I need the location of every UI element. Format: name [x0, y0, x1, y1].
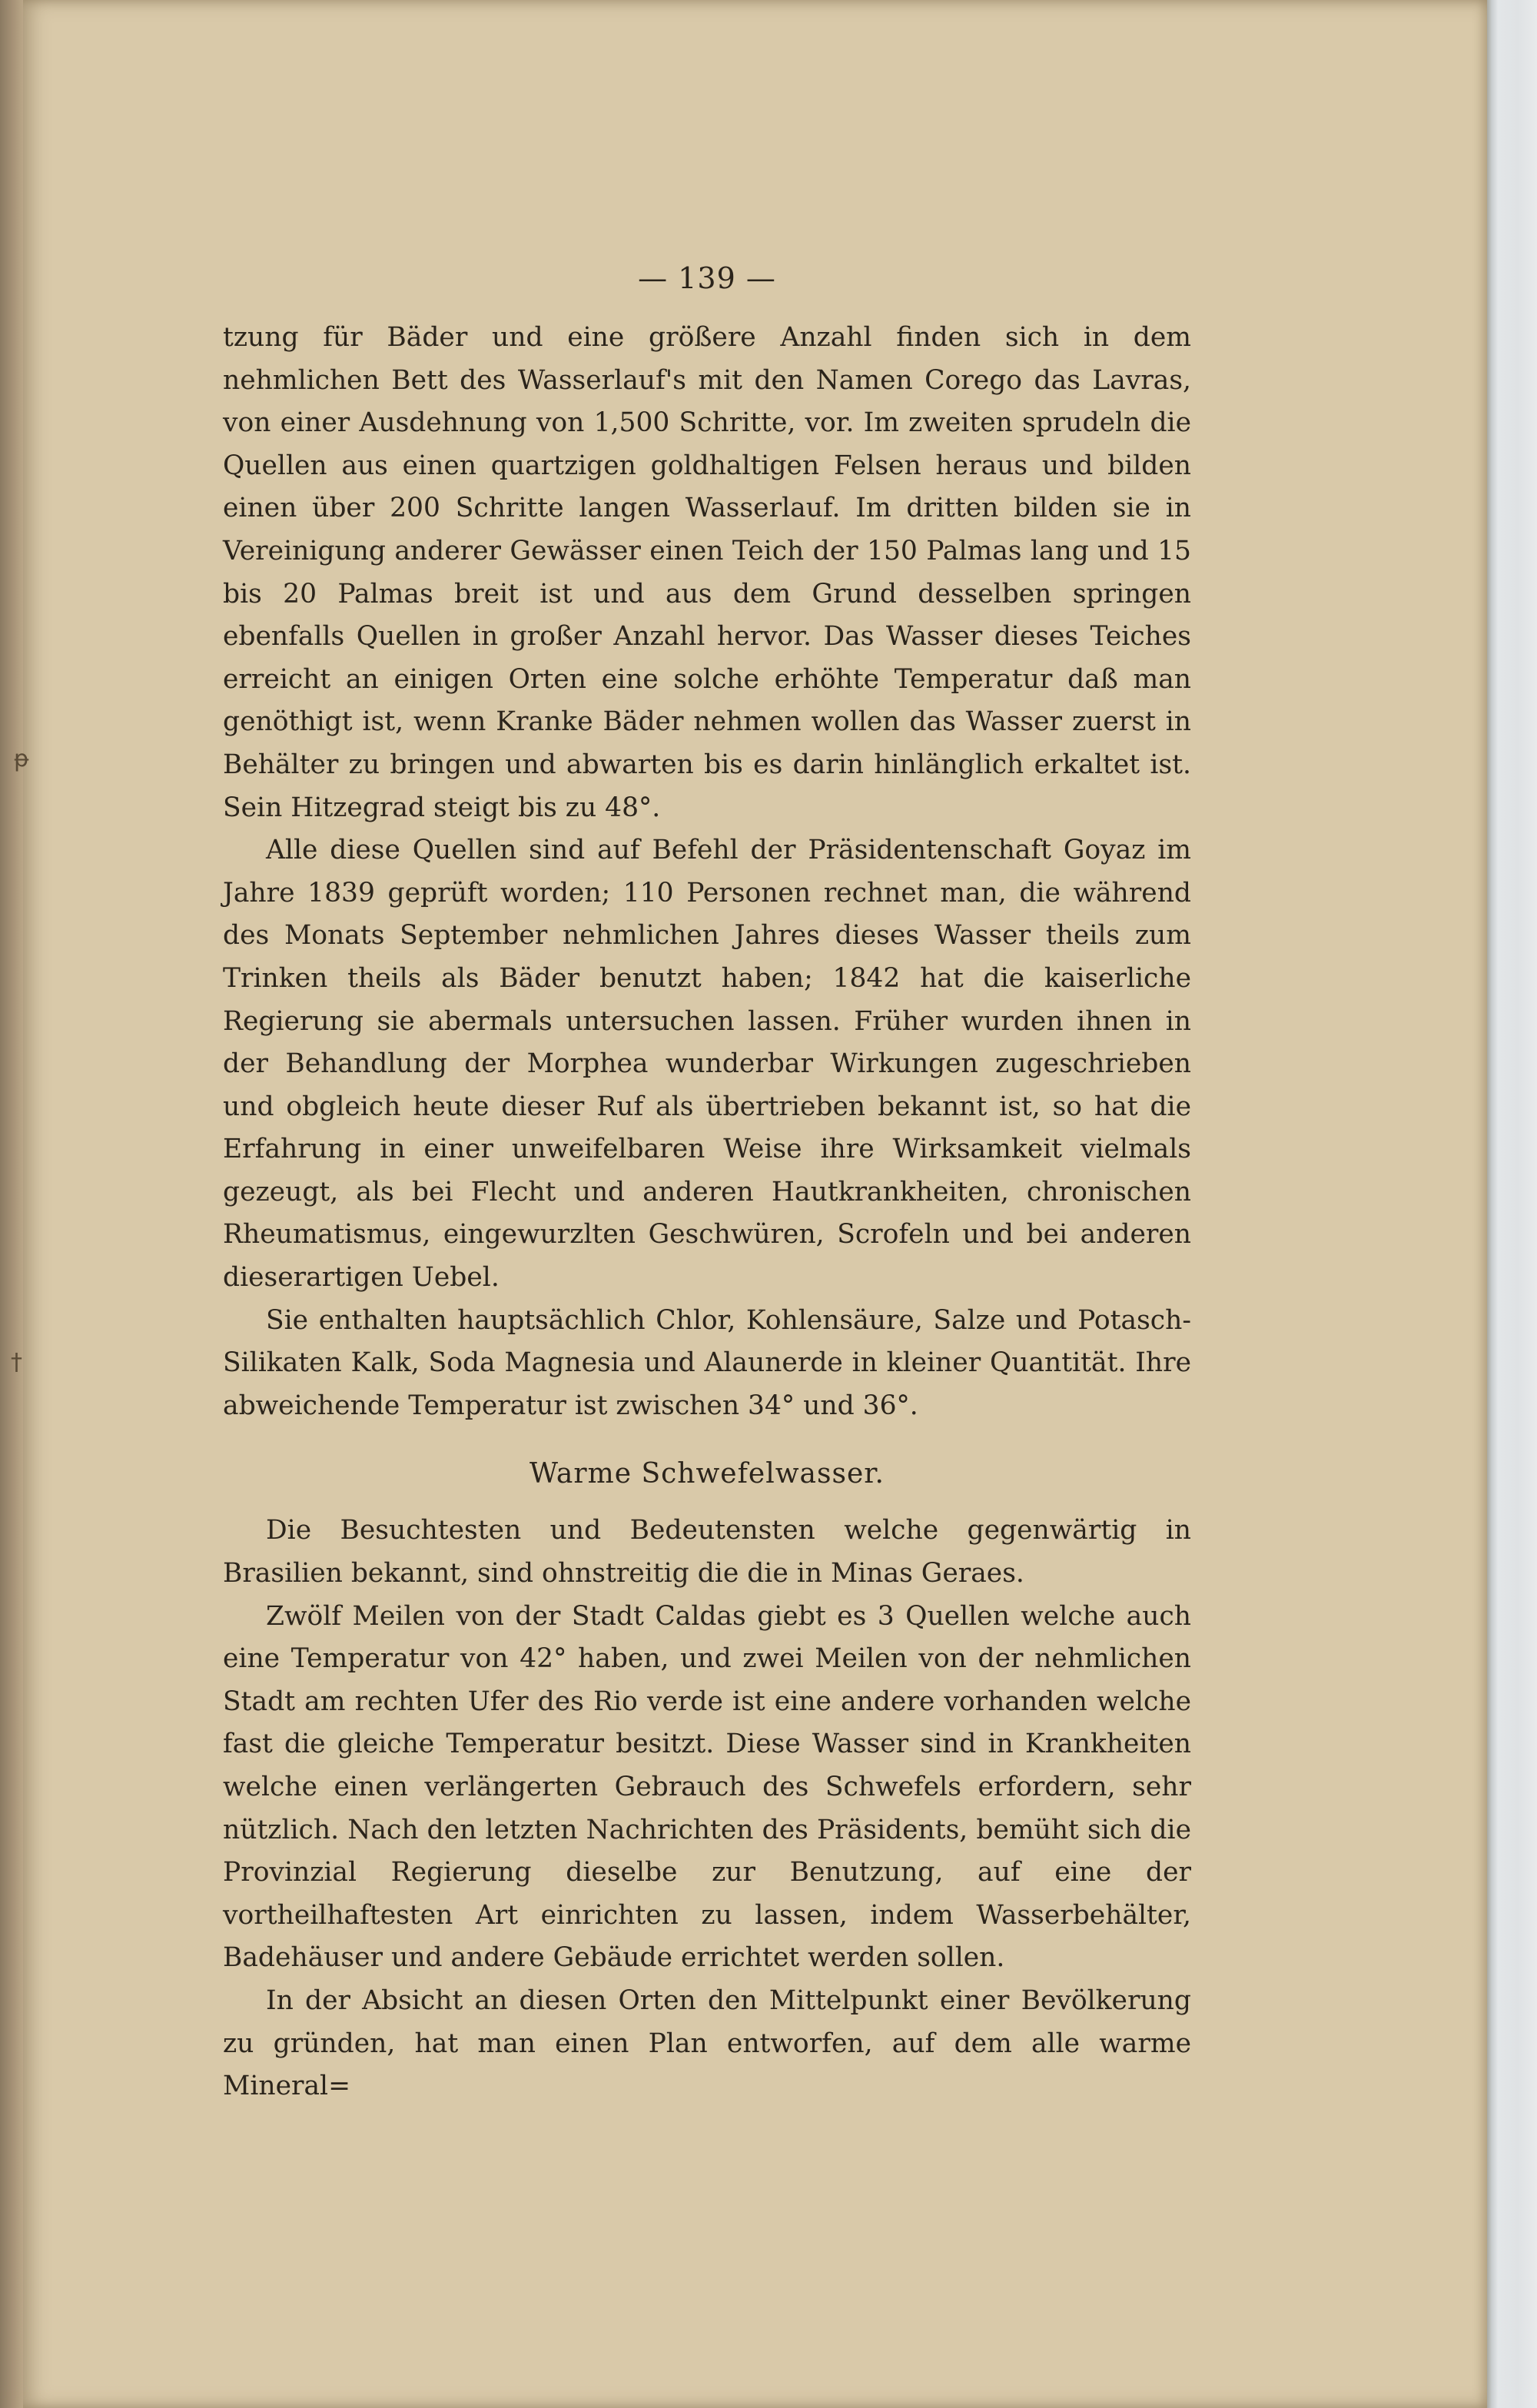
paragraph-1: tzung für Bäder und eine größere Anzahl finden sich in dem nehmlichen Bett des Wasserlauf's mit den Namen Corego das Lavras, von einer Ausdehnung von 1,500 Schritte, vor. Im zweiten sprudeln die Quellen aus einen quartzigen goldhaltigen Felsen heraus und bilden einen über 200 Schritte langen Wasserlauf. Im dritten bilden sie in Vereinigung anderer Gewässer einen Teich der 150 Palmas lang und 15 bis 20 Palmas breit ist und aus dem Grund desselben springen ebenfalls Quellen in großer Anzahl hervor. Das Wasser dieses Teiches erreicht an einigen Orten eine solche erhöhte Temperatur daß man genöthigt ist, wenn Kranke Bäder nehmen wollen das Wasser zuerst in Behälter zu bringen und abwarten bis es darin hinlänglich erkaltet ist. Sein Hitzegrad steigt bis zu 48°.	[223, 322, 1191, 823]
page-number: — 139 —	[638, 261, 776, 295]
page-content	[223, 261, 1191, 2108]
margin-mark-lower: †	[11, 1349, 22, 1376]
section-paragraph-1: Die Besuchtesten und Bedeutensten welche gegenwärtig in Brasilien bekannt, sind ohnstreitig die die in Minas Geraes.	[223, 1515, 1191, 1589]
margin-mark-upper: ᵽ	[14, 746, 30, 772]
section-paragraph-3: In der Absicht an diesen Orten den Mittelpunkt einer Bevölkerung zu gründen, hat man einen Plan entworfen, auf dem alle warme Mineral=	[223, 1985, 1191, 2102]
paragraph-3: Sie enthalten hauptsächlich Chlor, Kohlensäure, Salze und Potasch-Silikaten Kalk, Soda Magnesia und Alaunerde in kleiner Quantität. Ihre abweichende Temperatur ist zwischen 34° und 36°.	[223, 1304, 1191, 1421]
paragraph-2: Alle diese Quellen sind auf Befehl der Präsidentenschaft Goyaz im Jahre 1839 geprüft worden; 110 Personen rechnet man, die während des Monats September nehmlichen Jahres dieses Wasser theils zum Trinken theils als Bäder benutzt haben; 1842 hat die kaiserliche Regierung sie abermals untersuchen lassen. Früher wurden ihnen in der Behandlung der Morphea wunderbar Wirkungen zugeschrieben und obgleich heute dieser Ruf als übertrieben bekannt ist, so hat die Erfahrung in einer unweifelbaren Weise ihre Wirksamkeit vielmals gezeugt, als bei Flecht und anderen Hautkrankheiten, chronischen Rheumatismus, eingewurzlten Geschwüren, Scrofeln und bei anderen dieserartigen Uebel.	[223, 835, 1191, 1294]
page-edge	[1487, 0, 1537, 2408]
section-paragraph-2: Zwölf Meilen von der Stadt Caldas giebt es 3 Quellen welche auch eine Temperatur von 42° haben, und zwei Meilen von der nehmlichen Stadt am rechten Ufer des Rio verde ist eine andere vorhanden welche fast die gleiche Temperatur besitzt. Diese Wasser sind in Krankheiten welche einen verlängerten Gebrauch des Schwefels erfordern, sehr nützlich. Nach den letzten Nachrichten des Präsidents, bemüht sich die Provinzial Regierung dieselbe zur Benutzung, auf eine der vortheilhaftesten Art einrichten zu lassen, indem Wasserbehälter, Badehäuser und andere Gebäude errichtet werden sollen.	[223, 1600, 1191, 1974]
section-heading: Warme Schwefelwasser.	[529, 1458, 885, 1490]
